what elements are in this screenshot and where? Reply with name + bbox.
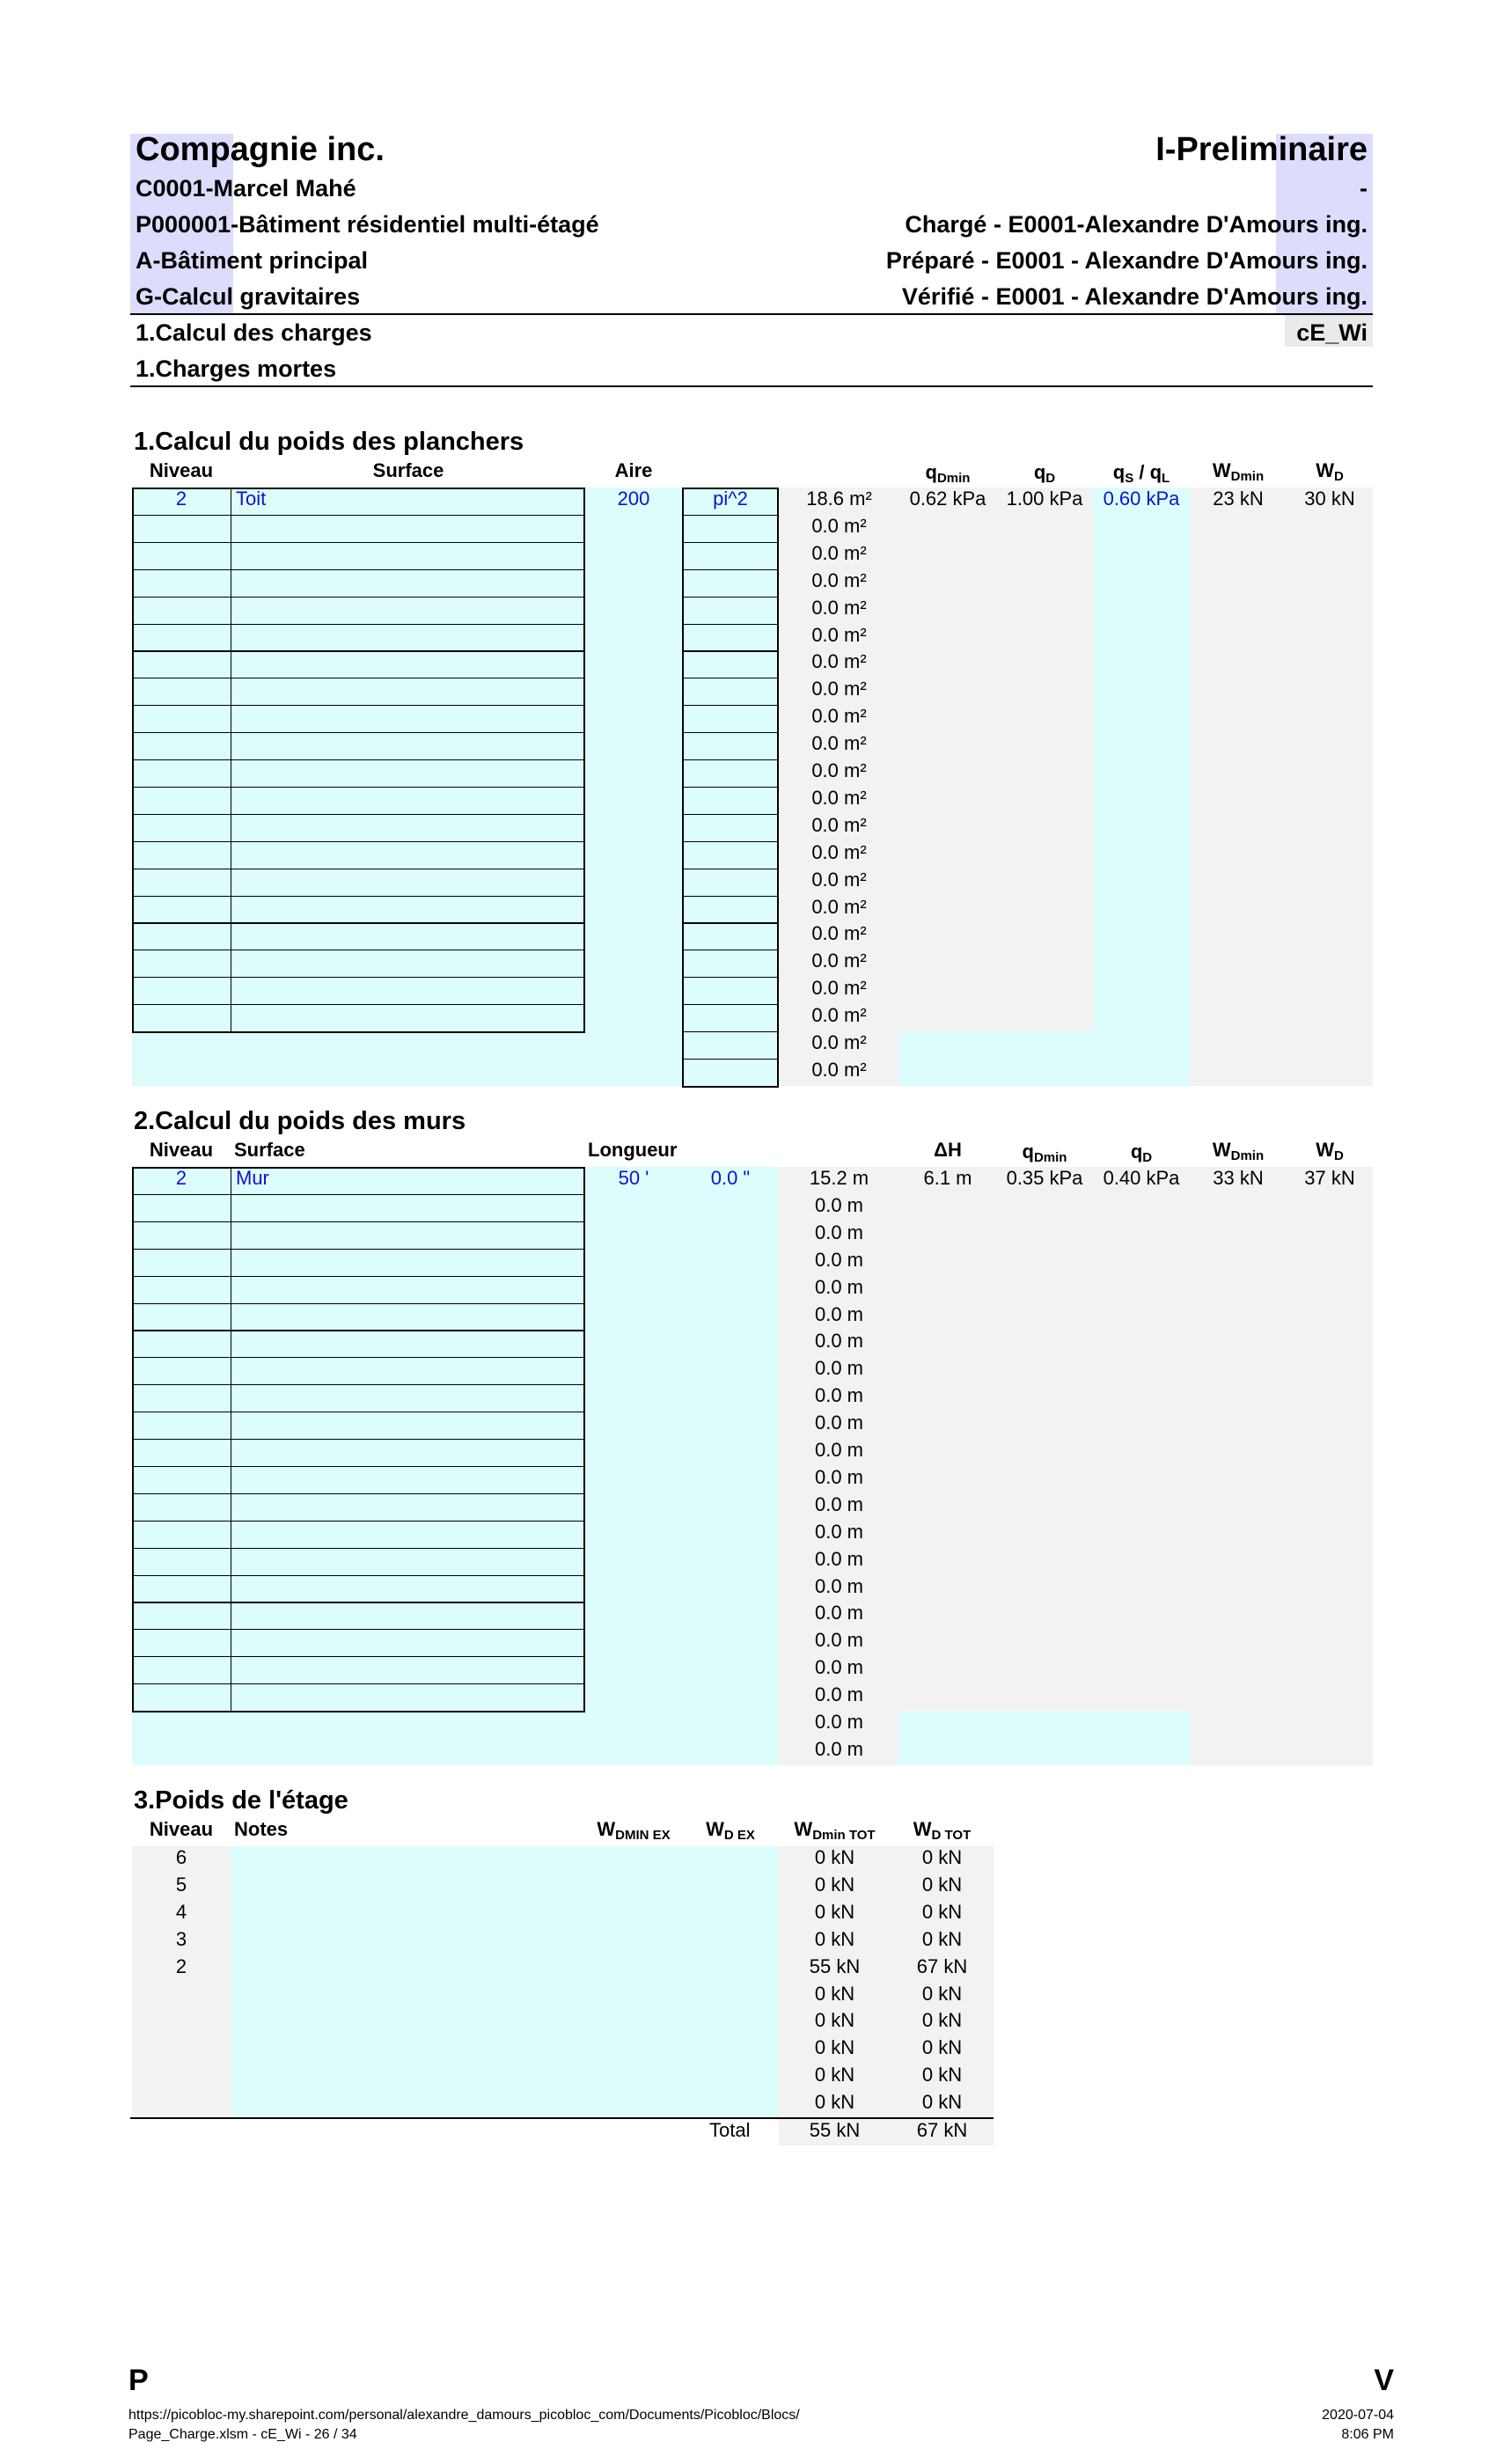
- floors-unit-frame: [682, 488, 779, 1088]
- floors-area-value: 0.0 m²: [811, 1004, 867, 1027]
- walls-col-wd: $W_D$: [1316, 1139, 1344, 1163]
- walls-length-value: 0.0 m: [814, 1439, 864, 1461]
- calc-category: G-Calcul gravitaires: [136, 283, 361, 310]
- document-header: [130, 128, 1373, 315]
- floors-col-qs-ql: $q_S / q_L$: [1112, 461, 1170, 486]
- storey-row-niveau: 2: [175, 1954, 187, 1977]
- floors-area-value: 0.0 m²: [811, 541, 867, 564]
- walls-length-value: 0.0 m: [814, 1221, 864, 1243]
- walls-length-value: 0.0 m: [814, 1357, 864, 1380]
- walls-length-value: 0.0 m: [814, 1330, 864, 1353]
- footer-left-mark: P: [128, 2364, 149, 2397]
- storey-row-wdmin: 0 kN: [814, 2091, 855, 2114]
- walls-length-value: 0.0 m: [814, 1520, 864, 1543]
- storey-row-wdmin: 55 kN: [809, 1954, 861, 1977]
- walls-col-qd: $q_D$: [1130, 1140, 1153, 1165]
- walls-length-value: 0.0 m: [814, 1547, 864, 1570]
- walls-length-value: 0.0 m: [814, 1384, 864, 1407]
- storey-row-wdmin: 0 kN: [814, 2064, 855, 2086]
- walls-length-value: 0.0 m: [814, 1492, 864, 1515]
- floors-col-aire: Aire: [614, 459, 653, 481]
- floors-area-value: 0.0 m²: [811, 759, 867, 781]
- floors-area-value: 0.0 m²: [811, 868, 867, 891]
- document-status: I-Preliminaire: [1155, 131, 1368, 168]
- walls-row1-surface[interactable]: Mur: [236, 1167, 269, 1189]
- floors-area-value: 0.0 m²: [811, 977, 867, 1000]
- floors-row1-unit[interactable]: pi^2: [713, 488, 748, 510]
- walls-col-niveau: Niveau: [149, 1139, 214, 1161]
- walls-length-value: 0.0 m: [814, 1193, 864, 1216]
- storey-title: 3.Poids de l'étage: [134, 1786, 348, 1815]
- walls-length-value: 0.0 m: [814, 1656, 864, 1679]
- walls-title: 2.Calcul du poids des murs: [134, 1107, 466, 1135]
- floors-col-qdmin: $q_{Dmin}$: [925, 461, 971, 486]
- floors-col-surface: Surface: [372, 459, 444, 481]
- floors-row1-qdmin: 0.62 kPa: [909, 488, 986, 510]
- storey-row-wdmin: 0 kN: [814, 2036, 855, 2059]
- floors-tail-bg: [899, 1031, 1093, 1086]
- storey-row-wd: 0 kN: [921, 1846, 963, 1868]
- walls-length-value: 0.0 m: [814, 1683, 864, 1706]
- walls-col-qdmin: $q_{Dmin}$: [1022, 1140, 1067, 1165]
- floors-row1-wd: 30 kN: [1304, 488, 1355, 510]
- storey-notes-bg: [231, 1846, 779, 2117]
- storey-col-wdex: $W_{D EX}$: [706, 1818, 755, 1843]
- floors-area-value: 0.0 m²: [811, 1058, 867, 1081]
- walls-length-value: 0.0 m: [814, 1248, 864, 1271]
- building-name: A-Bâtiment principal: [136, 247, 369, 274]
- walls-col-dh: ΔH: [934, 1139, 962, 1161]
- footer-url-line2: Page_Charge.xlsm - cE_Wi - 26 / 34: [128, 2427, 357, 2442]
- walls-row1-qd: 0.40 kPa: [1103, 1167, 1180, 1189]
- client-name: C0001-Marcel Mahé: [136, 175, 356, 202]
- prepared-by: Préparé - E0001 - Alexandre D'Amours ing.: [885, 247, 1368, 274]
- storey-row-wd: 0 kN: [921, 2064, 963, 2086]
- walls-length-value: 0.0 m: [814, 1629, 864, 1652]
- walls-length-value: 0.0 m: [814, 1412, 864, 1434]
- walls-col-longueur: Longueur: [588, 1139, 678, 1161]
- subsection-title: 1.Charges mortes: [136, 356, 337, 382]
- floors-area-value: 0.0 m²: [811, 1031, 867, 1053]
- floors-area-value: 0.0 m²: [811, 922, 867, 945]
- storey-row-wd: 0 kN: [921, 1873, 963, 1896]
- floors-area-value: 0.0 m²: [811, 623, 867, 646]
- project-name: P000001-Bâtiment résidentiel multi-étagé: [136, 211, 599, 238]
- walls-length-value: 0.0 m: [814, 1465, 864, 1488]
- floors-row1-aire[interactable]: 200: [617, 488, 650, 510]
- company-name: Compagnie inc.: [136, 131, 385, 168]
- storey-col-notes: Notes: [234, 1818, 289, 1840]
- storey-row-wdmin: 0 kN: [814, 1900, 855, 1923]
- storey-row-wdmin: 0 kN: [814, 1927, 855, 1950]
- floors-area-value: 0.0 m²: [811, 895, 867, 918]
- subsection-divider: [130, 385, 1373, 387]
- floors-area-value: 0.0 m²: [811, 568, 867, 591]
- walls-col-surface: Surface: [234, 1139, 305, 1161]
- storey-total-wdmin: 55 kN: [809, 2119, 861, 2141]
- walls-row1-wd: 37 kN: [1304, 1167, 1355, 1189]
- sheet-code: cE_Wi: [1296, 319, 1368, 346]
- walls-row1-qdmin: 0.35 kPa: [1006, 1167, 1083, 1189]
- storey-col-wdminex: $W_{DMIN EX}$: [597, 1818, 671, 1843]
- footer-time: 8:06 PM: [1341, 2427, 1394, 2442]
- floors-area-value: 0.0 m²: [811, 786, 867, 809]
- storey-row-wd: 0 kN: [921, 2036, 963, 2059]
- floors-row1-qd: 1.00 kPa: [1006, 488, 1083, 510]
- walls-row1-inches[interactable]: 0.0 ": [710, 1167, 751, 1189]
- storey-row-wd: 0 kN: [921, 1982, 963, 2005]
- walls-tail-bg: [899, 1711, 1190, 1765]
- walls-length-value: 15.2 m: [809, 1167, 869, 1189]
- storey-col-niveau: Niveau: [149, 1818, 214, 1840]
- section-header: [130, 315, 1373, 387]
- storey-row-wd: 0 kN: [921, 2009, 963, 2032]
- storey-col-wdtot: $W_{D TOT}$: [913, 1818, 972, 1843]
- walls-row1-dh: 6.1 m: [923, 1167, 972, 1189]
- floors-area-value: 0.0 m²: [811, 514, 867, 537]
- floors-row1-niveau[interactable]: 2: [175, 488, 187, 510]
- floors-col-qd: $q_D$: [1033, 461, 1056, 486]
- storey-total-label: Total: [709, 2119, 751, 2141]
- floors-col-wd: $W_D$: [1316, 459, 1344, 484]
- footer-date: 2020-07-04: [1322, 2408, 1394, 2423]
- floors-row1-surface[interactable]: Toit: [236, 488, 267, 510]
- floors-row1-qsql[interactable]: 0.60 kPa: [1103, 488, 1180, 510]
- walls-length-value: 0.0 m: [814, 1302, 864, 1325]
- floors-qsql-bg: [1093, 488, 1190, 1086]
- storey-row-wd: 0 kN: [921, 1900, 963, 1923]
- floors-col-wdmin: $W_{Dmin}$: [1212, 459, 1265, 484]
- walls-row1-feet[interactable]: 50 ': [618, 1167, 649, 1189]
- walls-row1-niveau[interactable]: 2: [175, 1167, 187, 1189]
- storey-total-wd: 67 kN: [916, 2119, 968, 2141]
- floors-area-value: 0.0 m²: [811, 840, 867, 863]
- floors-area-value: 0.0 m²: [811, 596, 867, 619]
- floors-area-value: 18.6 m²: [806, 488, 872, 510]
- floors-left-frame: [132, 488, 585, 1033]
- floors-row1-wdmin: 23 kN: [1213, 488, 1264, 510]
- storey-row-wdmin: 0 kN: [814, 2009, 855, 2032]
- walls-length-value: 0.0 m: [814, 1711, 864, 1733]
- walls-length-value: 0.0 m: [814, 1275, 864, 1298]
- storey-row-niveau: 6: [175, 1846, 187, 1868]
- footer-url-line1: https://picobloc-my.sharepoint.com/personal/alexandre_damours_picobloc_com/Documents/Picobloc/Blocs/: [128, 2408, 800, 2423]
- floors-title: 1.Calcul du poids des planchers: [134, 428, 524, 456]
- floors-area-value: 0.0 m²: [811, 950, 867, 972]
- floors-col-niveau: Niveau: [149, 459, 214, 481]
- floors-area-value: 0.0 m²: [811, 813, 867, 836]
- storey-row-wdmin: 0 kN: [814, 1982, 855, 2005]
- floors-area-value: 0.0 m²: [811, 732, 867, 755]
- walls-row1-wdmin: 33 kN: [1213, 1167, 1264, 1189]
- storey-row-wd: 0 kN: [921, 1927, 963, 1950]
- floors-area-value: 0.0 m²: [811, 705, 867, 728]
- floors-area-value: 0.0 m²: [811, 650, 867, 673]
- storey-row-wdmin: 0 kN: [814, 1873, 855, 1896]
- verified-by: Vérifié - E0001 - Alexandre D'Amours ing.: [901, 283, 1368, 310]
- header-dash: -: [1360, 175, 1368, 202]
- storey-row-niveau: 5: [175, 1873, 187, 1896]
- storey-row-niveau: 4: [175, 1900, 187, 1923]
- storey-row-niveau: 3: [175, 1927, 187, 1950]
- footer-right-mark: V: [1374, 2364, 1394, 2397]
- section-title: 1.Calcul des charges: [136, 319, 372, 346]
- walls-length-value: 0.0 m: [814, 1737, 864, 1760]
- storey-row-wdmin: 0 kN: [814, 1846, 855, 1868]
- storey-col-wdmintot: $W_{Dmin TOT}$: [794, 1818, 876, 1843]
- walls-length-value: 0.0 m: [814, 1602, 864, 1624]
- storey-row-wd: 67 kN: [916, 1954, 968, 1977]
- storey-row-wd: 0 kN: [921, 2091, 963, 2114]
- walls-length-value: 0.0 m: [814, 1574, 864, 1597]
- floors-area-value: 0.0 m²: [811, 678, 867, 700]
- walls-col-wdmin: $W_{Dmin}$: [1212, 1139, 1265, 1163]
- walls-left-frame: [132, 1167, 585, 1712]
- charge-by: Chargé - E0001-Alexandre D'Amours ing.: [905, 211, 1368, 238]
